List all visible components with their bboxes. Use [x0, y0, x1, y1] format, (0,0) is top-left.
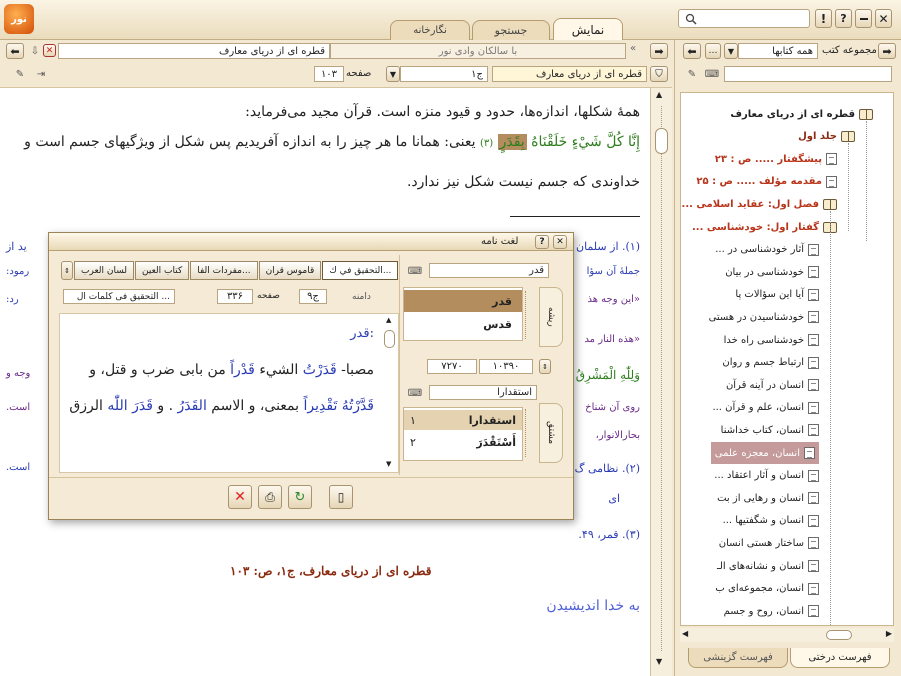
tree-node-label: خودشناسیدن در هستی	[708, 311, 804, 323]
nav-back-button[interactable]	[6, 43, 24, 59]
tree-node[interactable]	[709, 306, 819, 328]
minimize-icon	[860, 18, 868, 20]
chevron-down-icon: ▼	[389, 69, 397, 79]
doc-line-2	[24, 134, 640, 150]
range-to-value: ۷۲۷۰	[441, 361, 463, 372]
document-icon	[808, 492, 819, 504]
root-input-value: قدر	[529, 265, 544, 276]
tab-view[interactable]	[553, 18, 623, 40]
minimize-button[interactable]	[855, 9, 872, 28]
dictionary-title: لغت نامه	[481, 236, 519, 247]
tree-node-label: انسان، روح و جسم	[723, 605, 804, 617]
tree-view	[680, 92, 894, 626]
tree-node-label: انسان، مجموعه‌ای ب	[715, 583, 804, 595]
entry-word: قَدَرْتُ	[302, 362, 337, 378]
root-input[interactable]	[429, 263, 549, 278]
tree-node-label: انسان، کتاب خداشنا	[720, 424, 804, 436]
entry-word: قَدَرَ اللّٰه	[107, 398, 153, 414]
dict-page-label: صفحه	[257, 291, 280, 301]
root-item-selected[interactable]	[404, 290, 522, 312]
side-tab-root-label: ریشه	[546, 307, 556, 327]
keyboard-icon[interactable]: ⌨	[407, 265, 423, 277]
document-icon	[826, 176, 837, 188]
collection-select-value: همه کتابها	[772, 45, 813, 57]
scroll-right-icon[interactable]: ▶	[885, 629, 892, 638]
dict-copy-button[interactable]	[329, 485, 353, 509]
source-tab-mufradat[interactable]	[190, 261, 257, 280]
dict-book-field[interactable]	[63, 289, 175, 304]
document-icon	[808, 357, 819, 369]
document-icon	[808, 515, 819, 527]
tab-tree-index-label: فهرست درختی	[808, 652, 872, 663]
tree-node[interactable]	[711, 442, 819, 464]
range-label: دامنه	[352, 292, 371, 302]
document-icon	[808, 424, 819, 436]
doc-tab-title: قطره ای از دریای معارف	[218, 45, 325, 57]
tree-node[interactable]	[714, 465, 819, 487]
footnote-line-4: «هذه النار مد	[584, 334, 640, 345]
footnote-2: (۲). نظامی گ	[574, 462, 640, 475]
derivative-item-selected[interactable]	[404, 410, 522, 430]
source-tab-ayn-label: کتاب العین	[142, 265, 183, 276]
close-button[interactable]	[875, 9, 892, 28]
keyboard-icon[interactable]: ⌨	[407, 387, 423, 399]
tab-tree-index[interactable]	[790, 648, 890, 668]
panel-back-button[interactable]	[683, 43, 701, 59]
arrow-right-icon: ➡	[882, 44, 892, 58]
derivative-item-num: ۱	[410, 413, 416, 427]
root-item-label: قدر	[492, 294, 512, 308]
book-icon	[823, 199, 837, 210]
derivative-item[interactable]	[404, 432, 522, 452]
arrow-right-icon: ➡	[654, 44, 664, 58]
dialog-divider	[399, 255, 400, 475]
footnote-2b: ای	[608, 492, 620, 505]
tree-node[interactable]	[712, 397, 819, 419]
document-icon	[826, 153, 837, 165]
tab-gallery[interactable]	[390, 20, 470, 40]
tree-node[interactable]	[722, 352, 819, 374]
document-icon	[808, 266, 819, 278]
root-list	[403, 287, 523, 341]
side-tab-root[interactable]	[539, 287, 563, 347]
tree-node-label: انسان در آینه قرآن	[725, 379, 804, 391]
tree-node[interactable]	[723, 510, 819, 532]
exclamation-icon: !	[820, 11, 827, 26]
panel-title: مجموعه کتب	[822, 45, 877, 56]
panel-forward-button[interactable]	[878, 43, 896, 59]
document-icon	[808, 537, 819, 549]
tree-node[interactable]	[715, 578, 819, 600]
close-icon: ✕	[556, 237, 564, 247]
entry-word: قَدْراً	[230, 362, 255, 378]
keyboard-icon[interactable]: ⌨	[704, 68, 720, 80]
hscroll-thumb[interactable]	[826, 630, 852, 640]
footnote-line-3: «این وجه هذ	[587, 294, 640, 305]
collection-dropdown-button[interactable]	[724, 43, 738, 59]
scroll-down-icon[interactable]: ▼	[386, 460, 392, 468]
verse-reference[interactable]: (۳)	[479, 138, 494, 149]
source-tab-lisan-label: لسان العرب	[81, 265, 128, 276]
footnote-line-2: جملهٔ آن سؤا	[586, 266, 640, 277]
entry-word: الرزق	[69, 398, 103, 414]
tree-node[interactable]	[730, 103, 873, 125]
footnote-line-2-left: رمود:	[6, 266, 30, 277]
dict-delete-button[interactable]	[228, 485, 252, 509]
close-icon: ✕	[45, 45, 54, 56]
source-reference: قطره ای از دریای معارف، ج۱، ص: ۱۰۳	[230, 564, 432, 578]
prev-doc-button[interactable]: «	[630, 43, 637, 54]
tab-selective-index[interactable]	[688, 648, 788, 668]
document-icon: ▯	[337, 490, 345, 504]
entry-word: . و	[157, 398, 174, 414]
dict-book-value: التحقیق فی کلمات ال ...	[76, 291, 170, 302]
scroll-thumb[interactable]	[655, 128, 668, 154]
tree-node[interactable]	[696, 171, 837, 193]
derivative-input-value: استقدارا	[497, 387, 532, 398]
tab-gallery-label: نگارخانه	[413, 25, 447, 36]
ellipsis-icon: …	[708, 46, 718, 56]
tree-guide-line	[830, 211, 831, 626]
book-icon	[841, 131, 855, 142]
derivative-list-scroll[interactable]	[525, 409, 535, 457]
tools-icon[interactable]: ✎	[15, 68, 25, 80]
footnote-line-7: بحارالانوار،	[595, 430, 640, 441]
doc-line-1: همهٔ شکلها، اندازه‌ها، حدود و قیود منزه است. قرآن مجید می‌فرماید:	[245, 104, 640, 120]
print-icon: ⎙	[265, 489, 275, 504]
document-icon	[808, 244, 819, 256]
dict-print-button[interactable]	[258, 485, 282, 509]
footnote-line-5: وَلِلّٰهِ الْمَشْرِقُ	[575, 368, 640, 382]
dictionary-close-button[interactable]	[553, 235, 567, 249]
source-tab-qamus-label: قاموس قران	[265, 265, 315, 276]
tree-node[interactable]	[724, 329, 819, 351]
document-icon	[808, 605, 819, 617]
closing-heading: به خدا اندیشیدن	[546, 598, 640, 614]
tree-hscrollbar[interactable]	[680, 628, 894, 642]
quran-verse: إِنَّا كُلَّ شَيْ‌ءٍ خَلَقْنَاهُ	[531, 134, 640, 150]
tree-node[interactable]	[798, 126, 855, 148]
tag-icon: ⛉	[655, 68, 663, 80]
close-icon: ✕	[878, 11, 889, 26]
tree-node[interactable]	[692, 216, 837, 238]
doc-tab-active[interactable]	[58, 43, 330, 59]
root-item-label: قدس	[483, 317, 512, 331]
dict-volume-value: ج۹	[307, 291, 319, 302]
tree-guide-line	[866, 121, 867, 241]
tree-node-label: انسان و رهایی از بت	[717, 492, 804, 504]
tree-node[interactable]	[719, 532, 819, 554]
tree-node-label: انسان، علم و قرآن ...	[712, 402, 804, 414]
bookmark-button[interactable]	[650, 66, 668, 82]
delete-icon: ✕	[234, 489, 246, 505]
dict-volume-field[interactable]	[299, 289, 327, 304]
document-scrollbar[interactable]	[650, 88, 672, 676]
tree-node[interactable]	[735, 284, 819, 306]
doc-line-3: خداوندی که جسم نیست شکل نیز ندارد.	[406, 174, 640, 190]
tree-node[interactable]	[724, 600, 819, 622]
collection-select[interactable]	[738, 43, 818, 59]
tree-node-label: انسان، معجزه علمی	[714, 447, 800, 459]
tree-node[interactable]	[725, 261, 819, 283]
footnote-1-left: ید از	[6, 240, 27, 253]
doc-tab-close-button[interactable]	[43, 44, 56, 57]
page-field[interactable]	[314, 66, 344, 82]
footnote-line-6: روی آن شناخ	[585, 402, 640, 413]
tree-guide-line	[848, 143, 849, 231]
help-button[interactable]	[835, 9, 852, 28]
scroll-up-icon[interactable]: ▲	[656, 90, 663, 99]
source-tab-mufradat-label: مفردات الفا...	[197, 265, 251, 276]
scroll-down-icon[interactable]: ▼	[656, 657, 663, 666]
tree-node-label: ارتباط جسم و روان	[722, 357, 804, 369]
source-tab-qamus[interactable]	[259, 261, 322, 280]
source-tabs-scroll-icon[interactable]: ⇕	[61, 261, 73, 280]
tree-node-label: انسان و نشانه‌های الـ	[716, 560, 804, 572]
tab-view-label: نمایش	[571, 22, 605, 37]
book-title-field[interactable]	[492, 66, 647, 82]
document-icon	[808, 379, 819, 391]
root-list-scroll[interactable]	[525, 291, 535, 339]
source-tab-ayn[interactable]	[135, 261, 189, 280]
app-logo[interactable]	[4, 4, 34, 34]
chevron-down-icon: ▼	[727, 46, 735, 56]
document-icon	[808, 583, 819, 595]
range-stepper[interactable]: ⇕	[539, 359, 551, 374]
quran-verse-highlight[interactable]: بِقَدَرٍ	[499, 134, 525, 150]
footnote-line-5-left: وجه و	[6, 368, 31, 379]
dict-entry-line-2	[69, 398, 374, 414]
more-options-button[interactable]	[705, 43, 721, 59]
nav-forward-button[interactable]	[650, 43, 668, 59]
tree-node-label: آیا این سؤالات پا	[735, 289, 804, 301]
entry-word: الشيء	[259, 362, 299, 378]
derivative-item-label: استقدارا	[468, 413, 516, 427]
document-icon	[808, 560, 819, 572]
document-icon	[808, 470, 819, 482]
book-title-value: قطره ای از دریای معارف	[535, 68, 642, 80]
verse-translation: یعنی: همانا ما هر چیز را به اندازه آفریدیم پس شکل از ویژگیهای جسم است و	[24, 134, 476, 150]
tree-node-label: گفتار اول: خودشناسی ...	[692, 221, 819, 233]
arrow-left-icon: ⬅	[687, 44, 697, 58]
tree-filter-input[interactable]	[724, 66, 892, 82]
entry-word: من بابى ضرب و قتل، و	[89, 362, 226, 378]
tree-node[interactable]	[715, 239, 819, 261]
tree-node-label: خودشناسی راه خدا	[723, 334, 804, 346]
tab-selective-index-label: فهرست گزینشی	[703, 652, 773, 663]
entry-word: القَدَرُ	[177, 398, 207, 414]
footnote-3: (۳). قمر، ۴۹.	[578, 528, 640, 541]
dict-page-field[interactable]	[217, 289, 253, 304]
tab-search[interactable]	[472, 20, 550, 40]
page-label: صفحه	[346, 68, 372, 79]
tree-node-label: پیشگفتار ..... ص : ۲۳	[714, 153, 822, 165]
refresh-icon: ↻	[294, 489, 306, 505]
arrow-left-icon: ⬅	[10, 44, 20, 58]
dict-refresh-button[interactable]	[288, 485, 312, 509]
volume-dropdown-button[interactable]	[386, 66, 400, 82]
help-icon: ?	[840, 12, 847, 25]
document-icon	[808, 402, 819, 414]
scroll-left-icon[interactable]: ◀	[682, 629, 689, 638]
document-icon	[808, 289, 819, 301]
help-icon: ?	[539, 237, 545, 247]
entry-word: بمعنى، و الاسم	[211, 398, 300, 414]
source-tab-lisan[interactable]	[74, 261, 134, 280]
footnote-divider	[510, 216, 640, 217]
tree-node-label: جلد اول	[798, 131, 837, 143]
scroll-track[interactable]	[661, 106, 662, 651]
tree-node[interactable]	[717, 555, 819, 577]
dict-entry-head: قدر:	[350, 326, 374, 341]
dict-entry-line-1	[89, 362, 374, 378]
entry-word: قَدَّرْتُهُ تَقْدِيراً	[303, 398, 374, 414]
export-icon[interactable]: ⇥	[36, 68, 46, 80]
tools-icon[interactable]: ✎	[687, 68, 697, 80]
range-from-field[interactable]	[479, 359, 533, 374]
tree-node-label: آثار خودشناسی در ...	[715, 244, 804, 256]
doc-tab-search-hint: با سالکان وادی نور	[438, 45, 518, 57]
derivative-input[interactable]	[429, 385, 537, 400]
footnote-2-left: است.	[6, 462, 31, 473]
app-logo-text: نور	[11, 13, 27, 25]
footnote-1: (۱). از سلمان	[575, 240, 640, 253]
tree-node[interactable]	[717, 487, 819, 509]
page-value: ۱۰۳	[320, 68, 338, 80]
tree-node[interactable]	[721, 419, 819, 441]
dictionary-help-button[interactable]	[535, 235, 549, 249]
range-to-field[interactable]	[427, 359, 477, 374]
source-tab-tahqiq-label: التحقیق في ك...	[329, 265, 392, 276]
alert-button[interactable]	[815, 9, 832, 28]
volume-value: ج۱	[471, 68, 483, 80]
tree-node[interactable]	[682, 193, 837, 215]
tree-node-label: خودشناسی در بیان	[725, 266, 804, 278]
tab-search-label: جستجو	[494, 24, 528, 37]
document-icon	[808, 334, 819, 346]
scroll-thumb[interactable]	[384, 330, 395, 348]
source-tab-tahqiq[interactable]	[322, 261, 398, 280]
entry-scrollbar[interactable]	[384, 316, 396, 470]
tree-node-label: قطره ای از دریای معارف	[730, 108, 855, 120]
download-icon[interactable]: ⇩	[30, 45, 40, 57]
dictionary-source-tabs	[61, 261, 398, 280]
tree-node-label: انسان و شگفتیها ...	[722, 515, 804, 527]
tree-node-label: انسان و آثار اعتقاد ...	[714, 470, 804, 482]
entry-word: مصبا-	[341, 362, 374, 378]
derivative-list	[403, 407, 523, 461]
range-from-value: ۱۰۳۹۰	[492, 361, 520, 372]
tree-node-label: فصل اول: عقاید اسلامی ...	[681, 198, 819, 210]
derivative-item-num: ۲	[410, 435, 416, 449]
footnote-line-3-left: رد:	[6, 294, 19, 305]
book-icon	[859, 109, 873, 120]
search-icon	[683, 11, 699, 27]
side-tab-derivative[interactable]	[539, 403, 563, 463]
tree-node-label: مقدمه مؤلف ..... ص : ۲۵	[696, 176, 822, 188]
footnote-line-6-left: است.	[6, 402, 31, 413]
side-tab-derivative-label: مشتق	[546, 421, 556, 445]
root-item[interactable]	[404, 314, 522, 334]
volume-field[interactable]	[400, 66, 488, 82]
derivative-item-label: أَسْتَقْدَرَ	[476, 435, 516, 449]
global-search-input[interactable]	[678, 9, 810, 28]
tree-node[interactable]	[715, 148, 837, 170]
doc-tab-search[interactable]	[330, 43, 626, 59]
scroll-up-icon[interactable]: ▲	[386, 316, 392, 324]
tree-node[interactable]	[726, 374, 819, 396]
dictionary-dialog	[48, 232, 574, 520]
document-icon	[804, 447, 815, 459]
dict-entry-panel	[59, 313, 399, 473]
tree-node-label: ساختار هستی انسان	[718, 537, 804, 549]
dict-page-value: ۳۳۶	[226, 291, 244, 302]
document-icon	[808, 311, 819, 323]
